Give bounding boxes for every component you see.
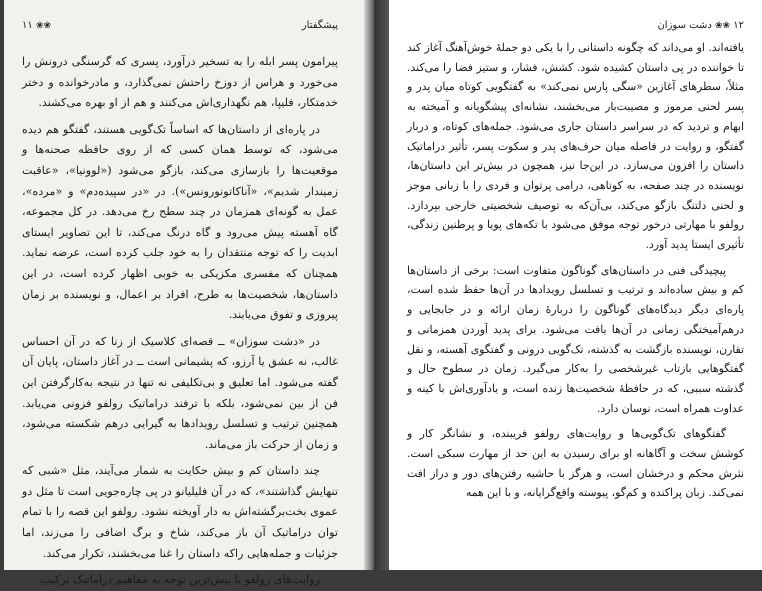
book-gutter [364, 0, 374, 570]
right-page-number: ۱۲ [733, 19, 744, 31]
paragraph: گفتگوهای تک‌گویی‌ها و روایت‌های رولفو فریبنده، و نشانگر کار و کوشش سخت و آگاهانه او برای رسیدن به این حد از مهارت سبکی است. نثرش محکم و درخشان است، و هرگز با حاشیه رفتن‌های دور و دراز افت نمی‌کند. زبان پراکنده و کم‌گو، پیوسته واقع‌گرایانه، و با این همه [407, 427, 744, 500]
book-spine [374, 0, 389, 570]
paragraph: یافته‌اند. او می‌داند که چگونه داستانی را با یکی دو جملهٔ خوش‌آهنگ آغاز کند تا خواننده در پی داستان کشیده شود. کشش، فشار، و ستیز فضا را می‌کند. مثلاً، سطرهای آغازین «سگی پارس نمی‌کند» به گفتگویی کوتاه میان پدر و پسر لحنی مرموز و مصیبت‌بار می‌بخشند، نشانه‌ای پیشگویانه و آمیخته به ابهام و تردید که در سراسر داستان جاری می‌شود. جمله‌های کوتاه، و دربار گفتگو، و روایت در فاصله میان حرف‌های پدر و سکوت پسر، تأثیر دراماتیک داستان را افزون می‌سازد. در این‌جا نیز، همچون در بیش‌تر این داستان‌ها، نویسنده در چند صفحه، به کوتاهی، درامی پرتوان و فردی را با زبانی موجز و لحنی دلتنگ بازگو می‌کند، بی‌آن‌که به توصیف شخصیتی خارجی بپردازد. رولفو با مهارتی درخور توجه موفق می‌شود با تکه‌های پویا و پرطنین زندگی، تأثیری ایستا پدید آورد. [407, 41, 744, 252]
right-running-title: دشت سوزان [657, 19, 712, 31]
left-page-number: ۱۱ [22, 19, 33, 31]
right-page-body [407, 38, 744, 503]
paragraph: پیچیدگی فنی در داستان‌های گوناگون متفاوت است: برخی از داستان‌ها کم و بیش ساده‌اند و ترتیب و تسلسل رویدادها در آن‌ها حفظ شده است، پاره‌ای دیگر دیدگاه‌های گوناگون را دربارهٔ زمان ارائه و در جابجایی و درهم‌آمیختگی زمانی در آن‌ها یافت می‌شود. برای پدید آوردن همزمانی و تقارن، نویسنده بازگشت به گذشته، تک‌گویی درونی و گفتگوی آهسته، و نقل گفتگوهایی بازتاب غیرشخصی را به‌کار می‌گیرد. زمان در سطوح حال و گذشته سببی، که در حافظهٔ شخصیت‌ها زنده است، و یادآوری‌اش با کینه و عداوت همراه است، نوسان دارد. [407, 263, 744, 415]
right-page-header [407, 14, 744, 36]
paragraph: در «دشت سوزان» ــ قصه‌ای کلاسیک از زنا که در آن احساس غالب، نه عشق یا آرزو، که پشیمانی است ــ در آغاز داستان، پایان آن گفته می‌شود. اما تعلیق و بی‌تکلیفی نه تنها در نتیجه به‌کارگرفتن این فن از بین نمی‌شود، بلکه با ترفند دراماتیک رولفو فزونی می‌یابد. همچنین ترتیب و تسلسل رویدادها به گیرایی درهم شکسته می‌شود، و زمان از حرکت باز می‌ماند. [22, 334, 338, 451]
paragraph: در پاره‌ای از داستان‌ها که اساساً تک‌گویی هستند، گفتگو هم دیده می‌شود، که توسط همان کسی که از روی حافظه صحنه‌ها و موقعیت‌ها را بازسازی می‌کند، بازگو می‌شود («لوونیا»، «عاقبت زمیندار شدیم»، «آناکاتونورونس»). در «در سپیده‌دم» و «مرده»، عمل به گونه‌ای همزمان در چند سطح رخ می‌دهد. در کل مجموعه، گاه آهسته پیش می‌رود و گاه درنگ می‌کند، تا این تصاویر ایستای ابدیت را که توجه منتقدان را به خود جلب کرده است، عرضه نماید. همچنان که مفسری مکزیکی به خوبی اظهار کرده است، در این داستان‌ها، شخصیت‌ها به طرح، افراد بر اعمال، و نویسنده بر زمان پیروزی و تفوق می‌یابند. [22, 122, 338, 322]
left-page [4, 0, 364, 587]
right-page [389, 0, 762, 570]
paragraph: چند داستان کم و بیش حکایت به شمار می‌آیند، مثل «شبی که تنهایش گذاشتند»، که در آن فلیلیانو در پی چاره‌جویی است تا مثل دو عموی بخت‌برگشته‌اش به دار آویخته نشود. رولفو این قصه را با تمام توان دراماتیک آن باز می‌کند، شاخ و برگ اضافی را می‌زند، اما جزئیات و جمله‌هایی راکه داستان را غنا می‌بخشند، تکرار می‌کند. [22, 464, 338, 560]
left-page-header [22, 14, 338, 36]
flower-ornament-icon: ❀❀ [35, 20, 52, 31]
paragraph: روایت‌های رولفو با بیش‌ترین توجه به مفاهیم دراماتیک ترکیب [40, 573, 320, 587]
left-page-body [22, 52, 338, 591]
paragraph: پیرامون پسر ابله را به تسخیر درآورد، پسری که گرسنگی درونش را می‌خورد و هراس از دوزخ راحتش نمی‌گذارد، و مادرخوانده و دختر خدمتکار، فلیپا، هم نگهداری‌اش می‌کنند و هم از او بهره می‌کشند. [22, 55, 338, 110]
left-running-title: پیشگفتار [301, 19, 338, 31]
flower-ornament-icon: ❀❀ [714, 20, 731, 31]
